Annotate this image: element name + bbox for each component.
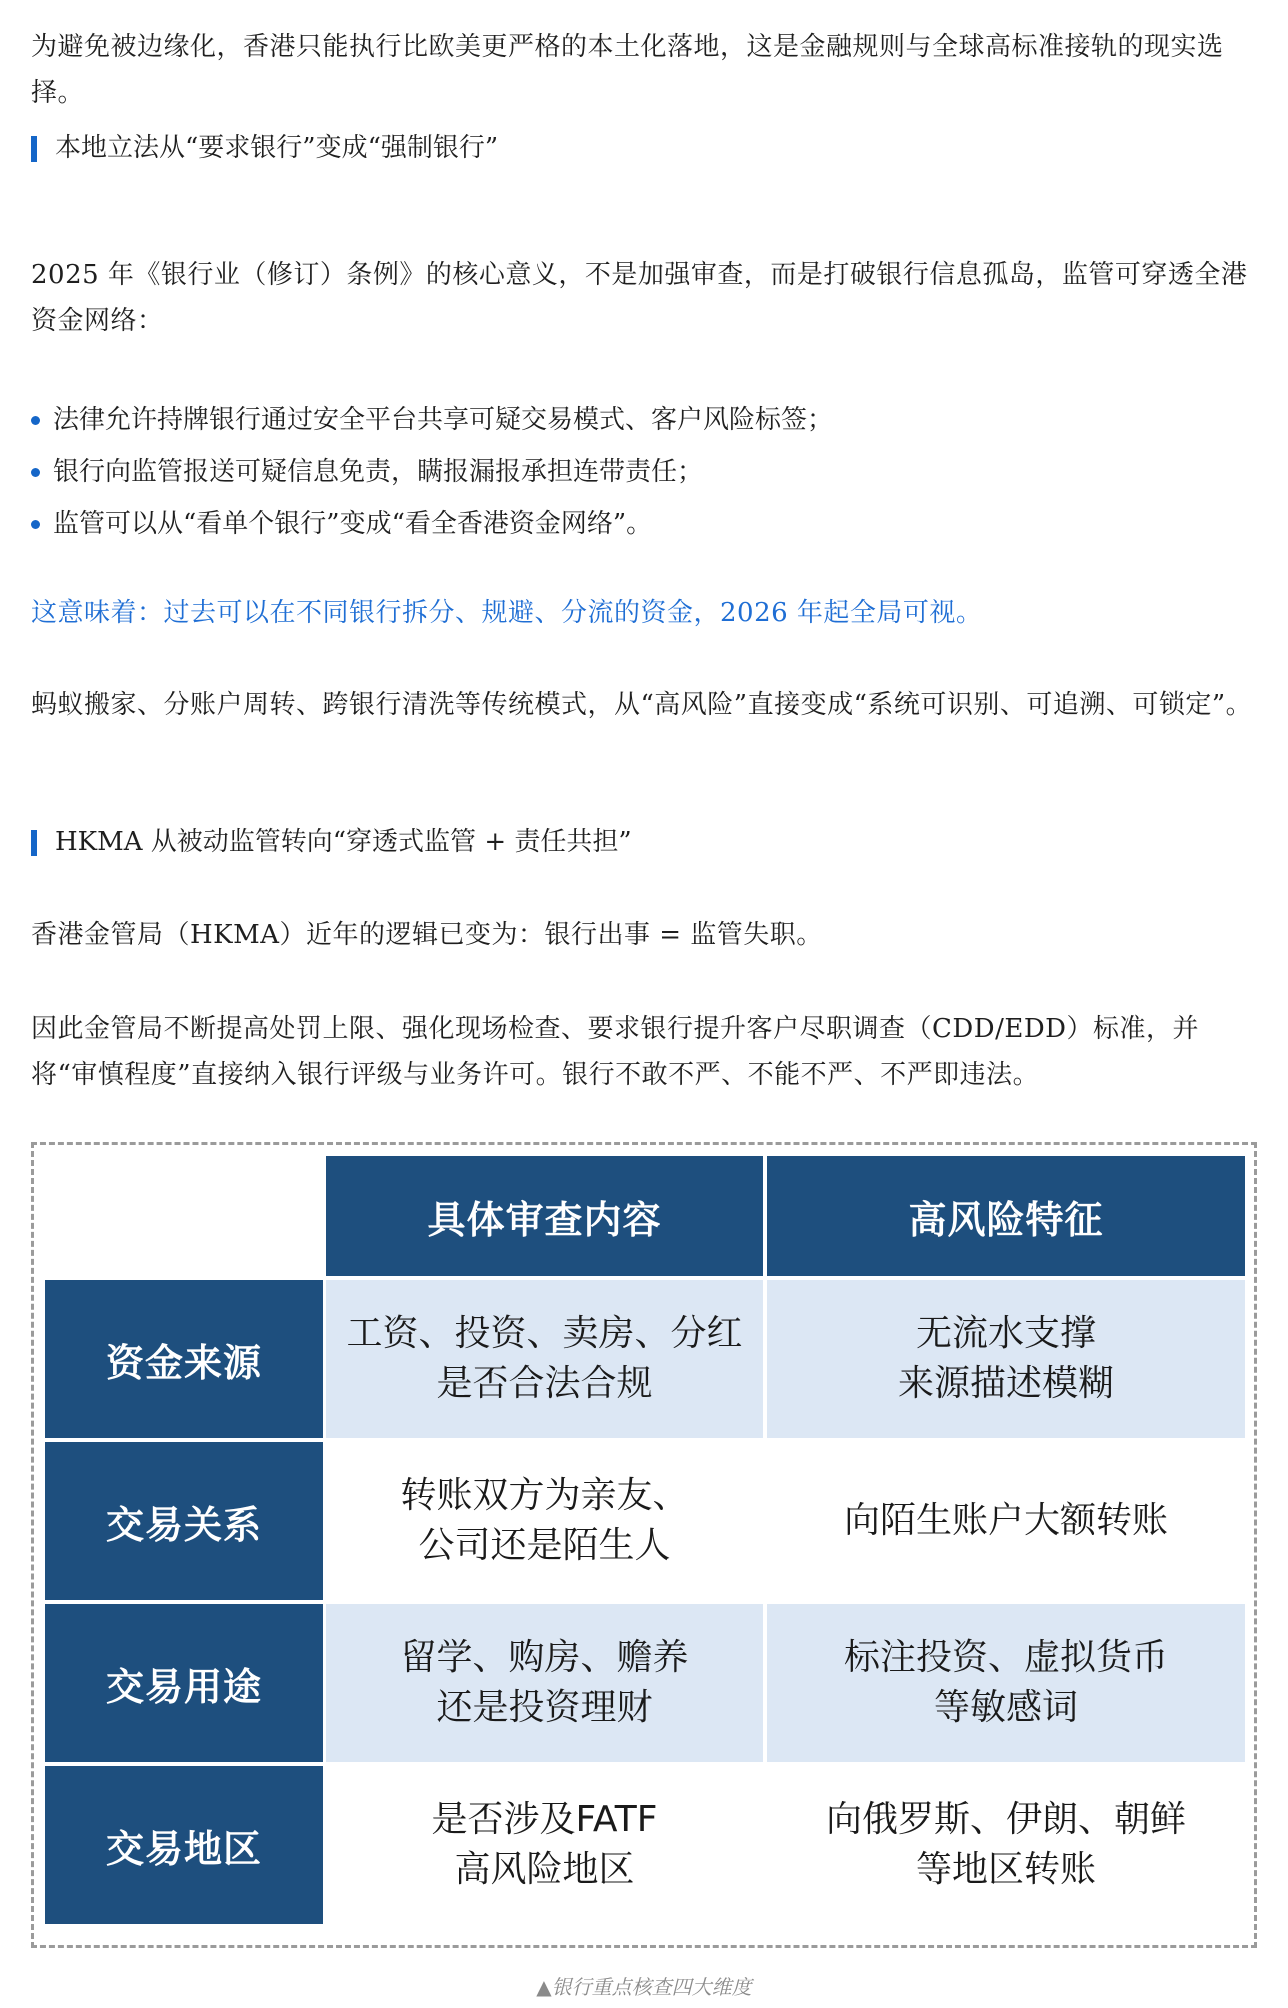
heading-text: HKMA 从被动监管转向“穿透式监管 + 责任共担” — [55, 827, 632, 857]
table-cell-content: 转账双方为亲友、 公司还是陌生人 — [326, 1442, 763, 1600]
list-item: 法律允许持牌银行通过安全平台共享可疑交易模式、客户风险标签； — [31, 394, 1257, 446]
table-cell-risk: 向陌生账户大额转账 — [767, 1442, 1245, 1600]
list-item: 银行向监管报送可疑信息免责，瞒报漏报承担连带责任； — [31, 446, 1257, 498]
table-cell-content: 工资、投资、卖房、分红 是否合法合规 — [326, 1280, 763, 1438]
hkma-measures-paragraph: 因此金管局不断提高处罚上限、强化现场检查、要求银行提升客户尽职调查（CDD/EDD）标准，并将“审慎程度”直接纳入银行评级与业务许可。银行不敢不严、不能不严、不严即违法。 — [31, 1014, 1200, 1090]
bullet-dot-icon — [31, 520, 40, 529]
heading-accent-bar — [31, 830, 37, 856]
table-cell-risk: 标注投资、虚拟货币 等敏感词 — [767, 1604, 1245, 1762]
highlight-paragraph: 这意味着：过去可以在不同银行拆分、规避、分流的资金，2026 年起全局可视。 — [31, 598, 983, 628]
table-cell-risk: 无流水支撑 来源描述模糊 — [767, 1280, 1245, 1438]
intro-paragraph: 为避免被边缘化，香港只能执行比欧美更严格的本土化落地，这是金融规则与全球高标准接轨的现实选择。 — [31, 32, 1224, 108]
table-cell-content: 是否涉及FATF 高风险地区 — [326, 1766, 763, 1924]
list-item: 监管可以从“看单个银行”变成“看全香港资金网络”。 — [31, 498, 1257, 550]
section-heading-hkma — [31, 820, 1257, 864]
ordinance-paragraph: 2025 年《银行业（修订）条例》的核心意义，不是加强审查，而是打破银行信息孤岛，监管可穿透全港资金网络： — [31, 260, 1248, 336]
row-header: 资金来源 — [45, 1280, 323, 1438]
column-header-risk: 高风险特征 — [767, 1156, 1245, 1276]
row-header: 交易用途 — [45, 1604, 323, 1762]
bullet-list — [31, 394, 1257, 550]
section-heading-local-legislation — [31, 126, 1257, 170]
traditional-modes-paragraph: 蚂蚁搬家、分账户周转、跨银行清洗等传统模式，从“高风险”直接变成“系统可识别、可追溯、可锁定”。 — [31, 690, 1253, 720]
review-dimensions-table-figure — [31, 1142, 1257, 1948]
heading-accent-bar — [31, 136, 37, 162]
figure-caption: ▲银行重点核查四大维度 — [536, 1975, 752, 1999]
table-cell-content: 留学、购房、赡养 还是投资理财 — [326, 1604, 763, 1762]
bullet-dot-icon — [31, 416, 40, 425]
hkma-logic-paragraph: 香港金管局（HKMA）近年的逻辑已变为：银行出事 = 监管失职。 — [31, 920, 823, 950]
row-header: 交易地区 — [45, 1766, 323, 1924]
bullet-dot-icon — [31, 468, 40, 477]
table-cell-risk: 向俄罗斯、伊朗、朝鲜 等地区转账 — [767, 1766, 1245, 1924]
column-header-content: 具体审查内容 — [326, 1156, 763, 1276]
heading-text: 本地立法从“要求银行”变成“强制银行” — [55, 133, 499, 163]
row-header: 交易关系 — [45, 1442, 323, 1600]
